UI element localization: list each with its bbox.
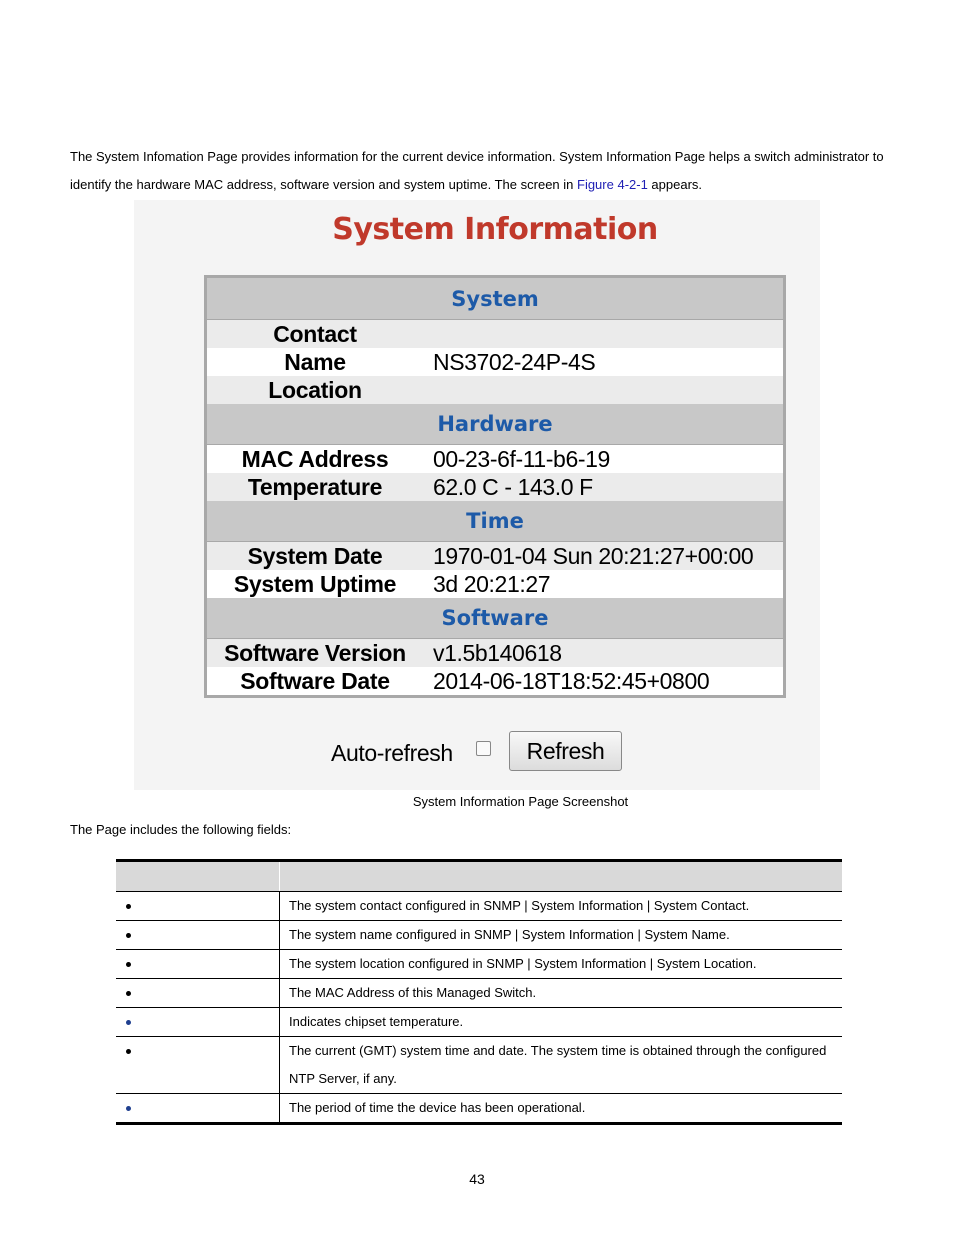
auto-refresh-checkbox[interactable] — [476, 741, 491, 756]
bullet-cell — [116, 1008, 280, 1036]
screenshot-title: System Information — [332, 212, 658, 247]
bullet-icon — [126, 1049, 131, 1054]
description-cell: The MAC Address of this Managed Switch. — [289, 985, 537, 1000]
row-system-uptime — [207, 570, 783, 598]
row-value: NS3702-24P-4S — [433, 348, 596, 375]
row-label: Software Version — [224, 639, 406, 666]
row-software-version — [207, 639, 783, 667]
row-label: System Date — [247, 542, 383, 569]
row-value: 3d 20:21:27 — [433, 570, 551, 597]
description-cell: The current (GMT) system time and date. The system time is obtained through the configured NTP Server, if any. — [289, 1043, 827, 1086]
section-heading-software: Software — [207, 598, 783, 639]
bullet-cell — [116, 892, 280, 920]
row-value: 00-23-6f-11-b6-19 — [433, 445, 610, 472]
row-label: Location — [268, 376, 362, 403]
row-label: Software Date — [240, 667, 390, 694]
row-label: Name — [284, 348, 346, 375]
row-contact — [207, 320, 783, 348]
bullet-cell — [116, 1094, 280, 1122]
bullet-cell — [116, 950, 280, 978]
row-location — [207, 376, 783, 404]
header-cell-object — [116, 862, 280, 891]
description-cell: Indicates chipset temperature. — [289, 1014, 464, 1029]
bullet-icon — [126, 904, 131, 909]
description-cell: The period of time the device has been operational. — [289, 1100, 586, 1115]
table-row — [116, 1008, 842, 1037]
row-name — [207, 348, 783, 376]
system-information-table — [204, 275, 786, 698]
table-row — [116, 979, 842, 1008]
bullet-icon — [126, 1106, 131, 1111]
row-value: 62.0 C - 143.0 F — [433, 473, 593, 500]
intro-paragraph — [70, 143, 890, 199]
description-cell: The system contact configured in SNMP | System Information | System Contact. — [289, 898, 750, 913]
section-heading-system: System — [207, 278, 783, 320]
table-row — [116, 950, 842, 979]
row-temperature — [207, 473, 783, 501]
intro-text-after: appears. — [647, 177, 703, 192]
bullet-icon — [126, 962, 131, 967]
figure-link[interactable]: Figure 4-2-1 — [577, 177, 648, 192]
row-value: 1970-01-04 Sun 20:21:27+00:00 — [433, 542, 754, 569]
intro-text-before: The System Infomation Page provides information for the current device information. System Information Page helps a switch administrator to identify the hardware MAC address, software version and system uptime. The screen in — [70, 149, 884, 192]
row-value: v1.5b140618 — [433, 639, 562, 666]
table-row — [116, 921, 842, 950]
fields-table — [116, 859, 842, 1125]
page-number: 43 — [469, 1171, 485, 1187]
bullet-icon — [126, 1020, 131, 1025]
header-cell-description — [280, 862, 842, 891]
row-label: Temperature — [247, 473, 383, 500]
table-row — [116, 1094, 842, 1125]
table-row — [116, 1037, 842, 1094]
row-mac-address — [207, 445, 783, 473]
figure-caption: System Information Page Screenshot — [412, 794, 629, 809]
table-header-row — [116, 862, 842, 892]
row-software-date — [207, 667, 783, 695]
refresh-button[interactable]: Refresh — [509, 731, 622, 771]
bullet-icon — [126, 933, 131, 938]
system-information-screenshot — [134, 200, 820, 790]
bullet-cell — [116, 921, 280, 949]
row-label: MAC Address — [241, 445, 389, 472]
row-label: System Uptime — [233, 570, 397, 597]
row-label: Contact — [273, 320, 357, 347]
row-system-date — [207, 542, 783, 570]
auto-refresh-label: Auto-refresh — [331, 740, 453, 766]
section-heading-hardware: Hardware — [207, 404, 783, 445]
row-value: 2014-06-18T18:52:45+0800 — [433, 667, 710, 694]
table-row — [116, 892, 842, 921]
description-cell: The system name configured in SNMP | System Information | System Name. — [289, 927, 730, 942]
description-cell: The system location configured in SNMP | System Information | System Location. — [289, 956, 757, 971]
section-heading-time: Time — [207, 501, 783, 542]
bullet-cell — [116, 1037, 280, 1093]
bullet-cell — [116, 979, 280, 1007]
bullet-icon — [126, 991, 131, 996]
fields-intro: The Page includes the following fields: — [70, 822, 292, 837]
